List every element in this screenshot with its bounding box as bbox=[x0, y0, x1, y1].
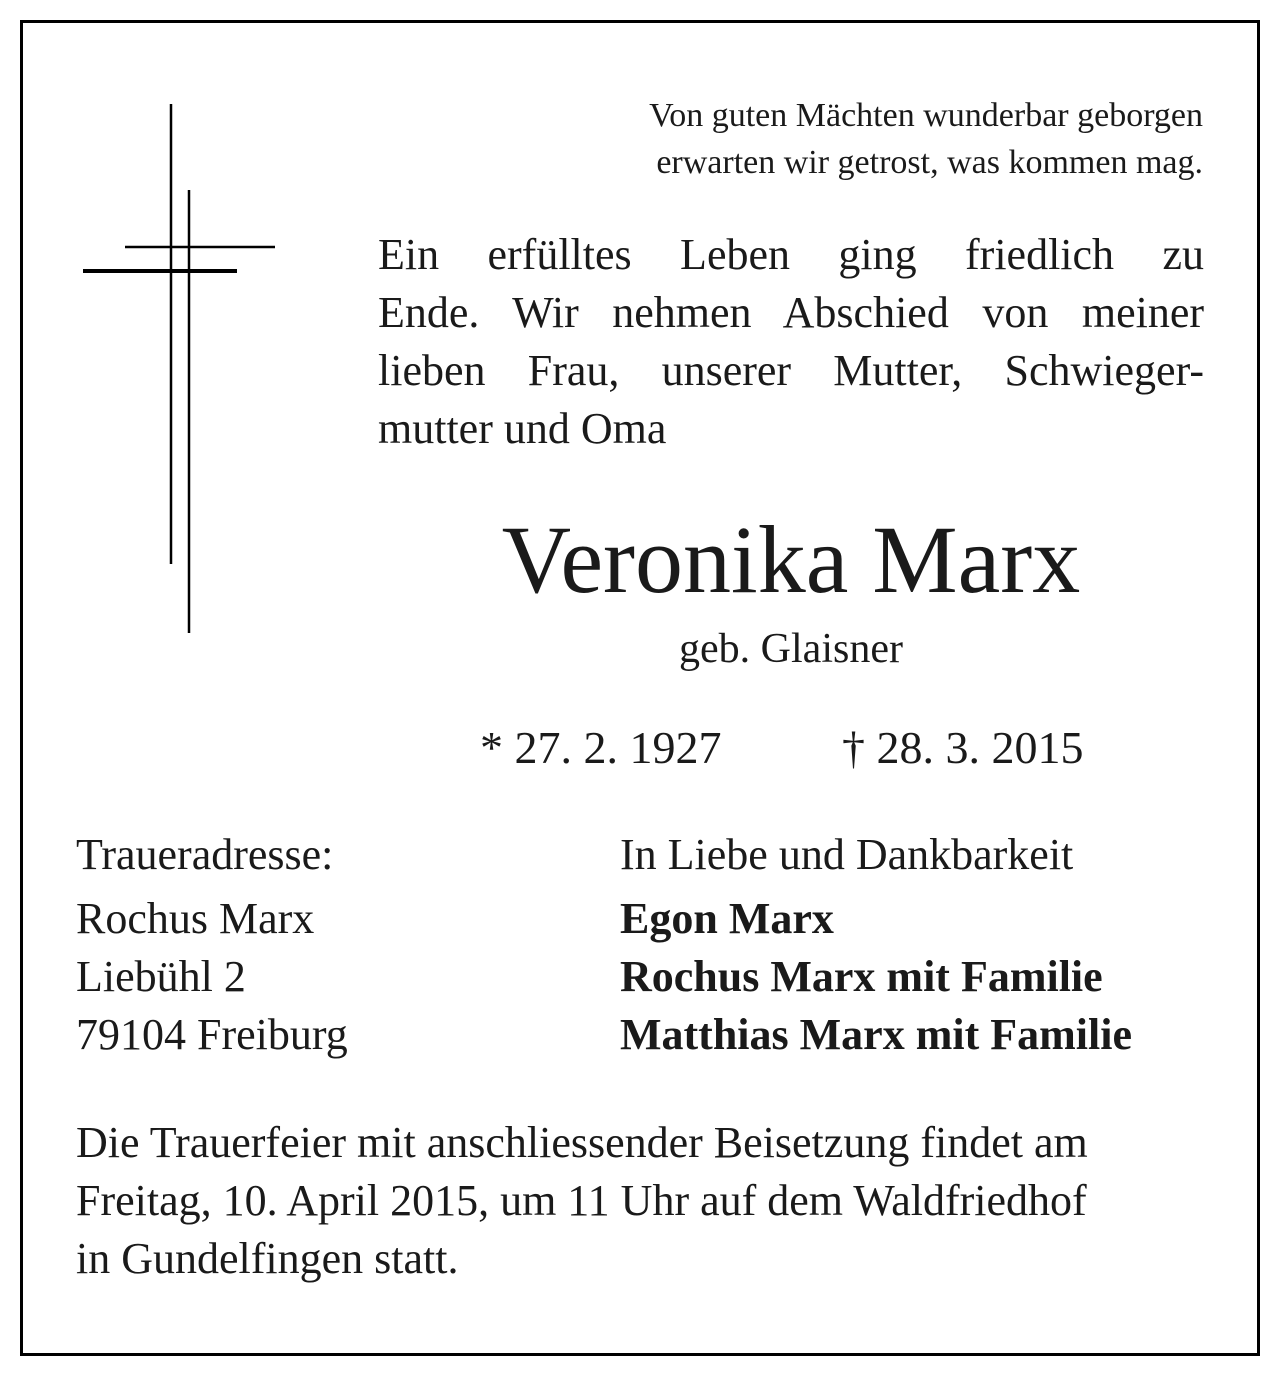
mourner-name: Rochus Marx mit Familie bbox=[620, 952, 1103, 1001]
intro-text bbox=[378, 226, 1204, 458]
motto-line: erwarten wir getrost, was kommen mag. bbox=[656, 144, 1203, 181]
ceremony-notice bbox=[76, 1114, 1204, 1288]
birth-date: * 27. 2. 1927 bbox=[480, 722, 722, 773]
maiden-name: geb. Glaisner bbox=[679, 626, 903, 672]
mourners-list bbox=[620, 826, 1220, 1064]
deceased-name: Veronika Marx bbox=[501, 506, 1081, 613]
motto-line: Von guten Mächten wunderbar geborgen bbox=[649, 97, 1203, 134]
death-date: † 28. 3. 2015 bbox=[842, 722, 1084, 773]
ceremony-line: in Gundelfingen statt. bbox=[76, 1234, 459, 1283]
intro-line: lieben Frau, unserer Mutter, Schwieger- bbox=[378, 346, 1204, 395]
motto-quote bbox=[480, 92, 1203, 186]
mourner-name: Matthias Marx mit Familie bbox=[620, 1010, 1132, 1059]
ceremony-line: Freitag, 10. April 2015, um 11 Uhr auf dem Waldfriedhof bbox=[76, 1176, 1087, 1225]
address-line: Rochus Marx bbox=[76, 894, 315, 943]
cross-icon bbox=[80, 100, 280, 640]
mourners-heading: In Liebe und Dankbarkeit bbox=[620, 830, 1074, 879]
address-line: 79104 Freiburg bbox=[76, 1010, 348, 1059]
mourner-name: Egon Marx bbox=[620, 894, 834, 943]
intro-line: Ein erfülltes Leben ging friedlich zu bbox=[378, 230, 1204, 279]
ceremony-line: Die Trauerfeier mit anschliessender Beisetzung findet am bbox=[76, 1118, 1088, 1167]
address-heading: Traueradresse: bbox=[76, 830, 334, 879]
address-line: Liebühl 2 bbox=[76, 952, 246, 1001]
intro-line: Ende. Wir nehmen Abschied von meiner bbox=[378, 288, 1204, 337]
mourning-address bbox=[76, 826, 556, 1064]
intro-line: mutter und Oma bbox=[378, 404, 667, 453]
